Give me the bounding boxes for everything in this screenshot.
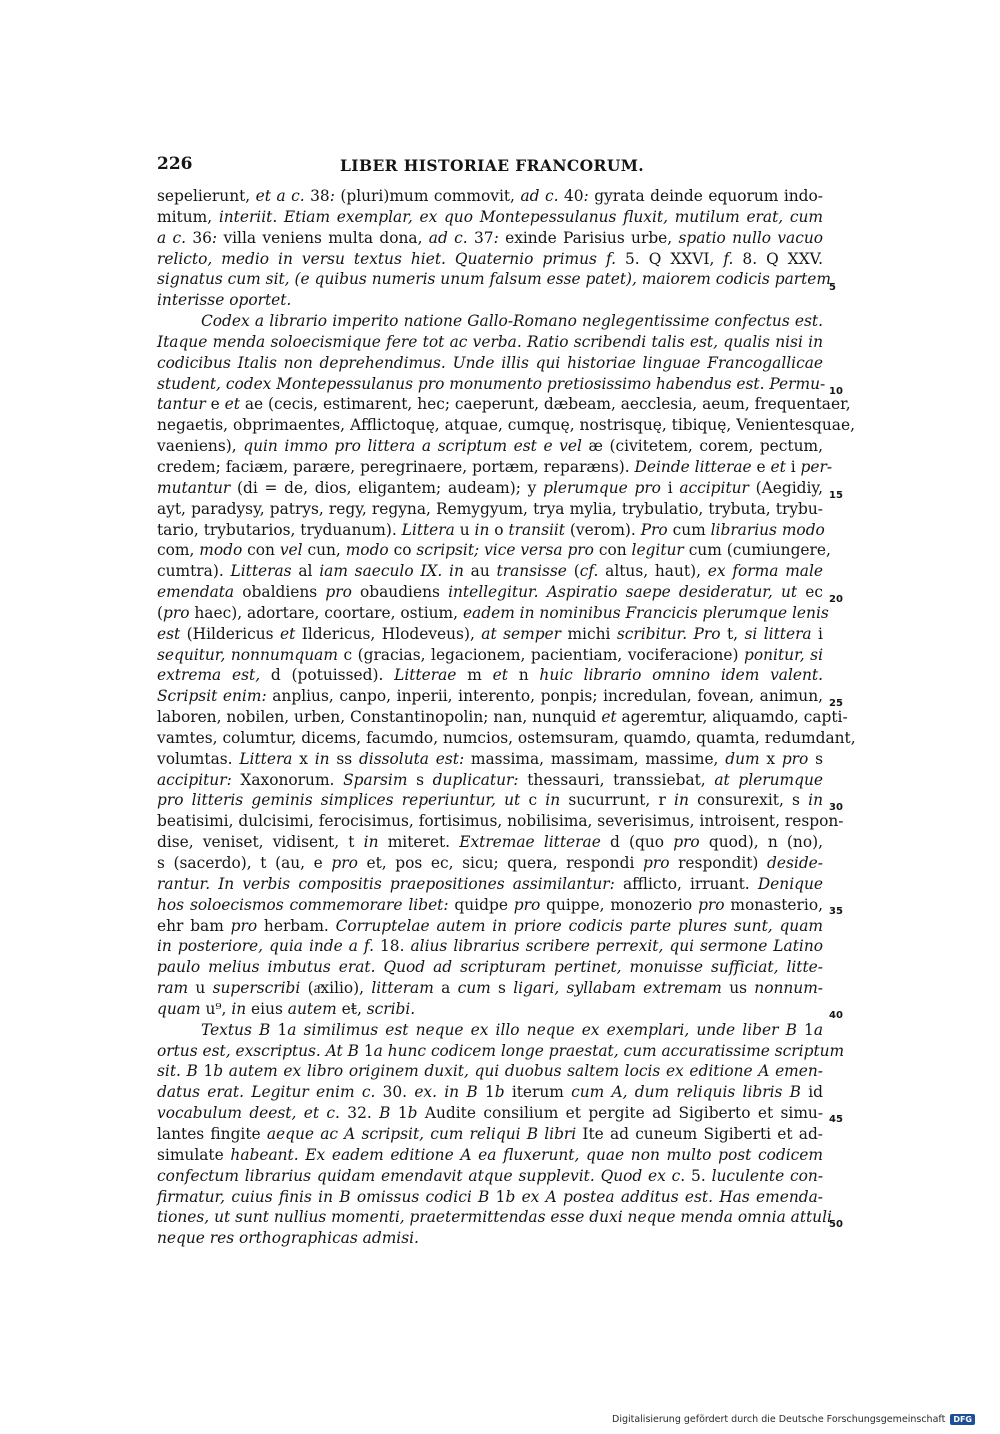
roman-text: i [667, 478, 680, 497]
text-line [157, 686, 823, 707]
italic-text: in [474, 520, 495, 539]
text-line [157, 436, 823, 457]
italic-text: sit. B [157, 1062, 204, 1081]
roman-text: u⁹, [205, 999, 232, 1018]
roman-text: s (sacerdo), t (au, e [157, 854, 332, 872]
footer [612, 1414, 975, 1425]
roman-text: villa veniens multa dona, [223, 228, 429, 247]
roman-text: æ (civitetem, corem, pectum, [588, 437, 823, 456]
text-line [157, 603, 829, 624]
roman-text: Xaxonorum. [240, 770, 344, 789]
italic-text: pro [331, 854, 367, 872]
roman-text: cum [672, 520, 711, 539]
roman-text: c (gracias, legacionem, pacientiam, vociferacione) [343, 645, 745, 664]
text-line [157, 1207, 832, 1228]
roman-text: d (potuissed). [270, 666, 395, 685]
text-line [157, 707, 848, 728]
italic-text: et [280, 624, 302, 643]
roman-text: co [393, 541, 417, 560]
roman-text: con [598, 541, 632, 560]
roman-text: 32. [347, 1104, 380, 1123]
italic-text: et [770, 457, 791, 476]
italic-text: Deinde litterae [634, 457, 757, 476]
italic-text: codicibus Italis non deprehendimus. Unde illis qui historiae linguae Francogallicae [157, 353, 823, 372]
italic-text: legitur [631, 541, 689, 560]
text-line [157, 228, 823, 249]
line-number: 45 [829, 1114, 843, 1125]
roman-text: exinde Parisius urbe, [505, 228, 679, 247]
italic-text: eadem in nominibus Francicis plerumque lenis [462, 603, 829, 622]
italic-text: sequitur, nonnumquam [157, 645, 344, 664]
roman-text: s [498, 979, 514, 998]
italic-text: Denique [757, 874, 823, 893]
italic-text: modo [199, 541, 248, 560]
roman-text: (Hildericus [186, 624, 281, 643]
italic-text: signatus cum sit, (e quibus numeris unum falsum esse patet), maiorem codicis partem [157, 270, 831, 289]
text-line [157, 415, 855, 436]
line-number: 50 [829, 1219, 843, 1230]
text-line [157, 874, 823, 895]
roman-text: (aͦxilio), [307, 979, 372, 998]
italic-text: deside- [767, 854, 823, 872]
italic-text: extrema est, [157, 666, 271, 685]
italic-text: firmatur, cuius finis in B omissus codici B [157, 1187, 496, 1206]
roman-text: lantes fingite [157, 1124, 267, 1143]
italic-text: Itaque menda soloecismique fere tot ac verba. Ratio scribendi talis est, qualis nisi in [157, 332, 823, 351]
roman-text: tario, trybutarios, tryduanum). [157, 520, 402, 539]
italic-text: mutantur [157, 478, 237, 497]
line-number: 25 [829, 698, 843, 709]
text-line [157, 1187, 823, 1208]
roman-text: 1 [495, 1187, 506, 1206]
roman-text: x [766, 749, 782, 768]
italic-text: ad c. [520, 187, 564, 205]
roman-text: ae (cecis, estimarent, hec; caeperunt, dæbeam, aecclesia, aeum, frequentaer, [244, 395, 851, 414]
italic-text: at plerumque [714, 770, 823, 789]
text-line [157, 957, 823, 978]
italic-text: spatio nullo vacuo [678, 228, 824, 247]
italic-text: si littera [744, 624, 819, 643]
text-line [157, 332, 823, 353]
roman-text: vaeniens), [157, 437, 244, 456]
text-line [157, 207, 823, 228]
italic-text: ligari, syllabam extremam [513, 979, 730, 998]
text-line [157, 1228, 823, 1249]
italic-text: et [492, 666, 519, 685]
roman-text: al [298, 562, 320, 581]
roman-text: monasterio, [730, 895, 823, 914]
italic-text: paulo melius imbutus erat. Quod ad scripturam pertinet, monuisse sufficiat, litte- [157, 958, 823, 977]
roman-text: haec), adortare, coortare, ostium, [194, 603, 463, 622]
roman-text: (di = de, dios, eligantem; audeam); y [236, 478, 544, 497]
italic-text: neque res orthographicas admisi. [157, 1229, 419, 1248]
line-number: 20 [829, 594, 843, 605]
roman-text: 8. Q XXV. [742, 249, 823, 268]
roman-text: herbam. [263, 916, 336, 935]
italic-text: transiit [508, 520, 570, 539]
roman-text: ( [573, 562, 580, 581]
roman-text: ageremtur, aliquamdo, capti- [621, 708, 848, 727]
italic-text: Litteras [230, 562, 299, 581]
italic-text: duplicatur: [432, 770, 528, 789]
italic-text: scripsit; vice versa pro [416, 541, 599, 560]
italic-text: cum [457, 979, 499, 998]
roman-text: us [729, 979, 755, 998]
italic-text: student, codex Montepessulanus pro monumento pretiosissimo habendus est. Permu- [157, 374, 826, 393]
italic-text: tantur [157, 395, 211, 414]
italic-text: tiones, ut sunt nullius momenti, praetermittendas esse duxi neque menda omnia attuli [157, 1208, 832, 1227]
roman-text: 1 [804, 1020, 814, 1039]
roman-text: consurexit, s [697, 791, 809, 810]
roman-text: con [247, 541, 280, 560]
text-line [157, 936, 823, 957]
italic-text: b ex A postea additus est. Has emenda- [505, 1187, 823, 1206]
italic-text: in [808, 791, 823, 810]
text-line [157, 269, 831, 290]
text-line [157, 1124, 823, 1145]
roman-text: credem; faciæm, parære, peregrinaere, portæm, reparæns). [157, 457, 635, 476]
italic-text: autem [287, 999, 342, 1018]
italic-text: nonnum- [754, 979, 824, 998]
text-line [157, 624, 823, 645]
italic-text: pro [325, 583, 360, 602]
roman-text: com, [157, 541, 200, 560]
roman-text: sucurrunt, r [568, 791, 675, 810]
text-line [157, 999, 823, 1020]
italic-text: f. [723, 249, 743, 268]
italic-text: : [583, 187, 595, 205]
text-line [157, 561, 823, 582]
text-line [157, 645, 823, 666]
italic-text: est [157, 624, 187, 643]
italic-text: aeque ac A scripsit, cum reliqui B libri [266, 1124, 583, 1143]
italic-text: scribitur. Pro [616, 624, 727, 643]
roman-text: 5. [691, 1166, 712, 1185]
roman-text: michi [567, 624, 617, 643]
italic-text: interiit. Etiam exemplar, ex quo Montepessulanus fluxit, mutilum erat, cum [218, 207, 823, 226]
text-line [157, 582, 823, 603]
italic-text: et [601, 708, 622, 727]
roman-text: 1 [397, 1104, 408, 1123]
italic-text: at semper [481, 624, 568, 643]
italic-text: b autem ex libro originem duxit, qui duobus saltem locis ex editione A emen- [213, 1062, 823, 1081]
italic-text: interisse oportet. [157, 291, 292, 310]
roman-text: m [467, 666, 493, 685]
italic-text: Extremae litterae [459, 833, 610, 852]
roman-text: u [459, 520, 475, 539]
text-line [157, 916, 823, 937]
roman-text: quod), n (no), [708, 833, 823, 852]
roman-text: a [441, 979, 458, 998]
roman-text: cum (cumiungere, [688, 541, 831, 560]
italic-text: scribi. [366, 999, 416, 1018]
text-line [157, 1103, 823, 1124]
text-line [157, 832, 823, 853]
italic-text: Textus B [201, 1020, 278, 1039]
italic-text: vocabulum deest, et c. [157, 1104, 348, 1123]
roman-text: quidpe [454, 895, 514, 914]
roman-text: 38 [310, 187, 330, 205]
roman-text: id [808, 1083, 823, 1102]
roman-text: 1 [363, 1041, 374, 1060]
roman-text: ehr bam [157, 916, 231, 935]
text-line [157, 1041, 845, 1062]
italic-text: Pro [640, 520, 673, 539]
roman-text: anplius, canpo, inperii, interento, ponpis; incredulan, fovean, animun, [272, 687, 823, 706]
roman-text: simulate [157, 1145, 231, 1164]
roman-text: au [470, 562, 497, 581]
roman-text: et, pos ec, sicu; quera, respondi [366, 854, 643, 872]
italic-text: et a c. [255, 187, 311, 205]
italic-text: plerumque pro [543, 478, 668, 497]
italic-text: B [379, 1104, 398, 1123]
roman-text: 5. Q XXVI, [625, 249, 724, 268]
italic-text: transisse [496, 562, 574, 581]
italic-text: pro [163, 603, 195, 622]
italic-text: ad c. [428, 228, 474, 247]
roman-text: dise, veniset, vidisent, t [157, 833, 364, 852]
italic-text: : [329, 187, 341, 205]
italic-text: Littera [239, 749, 300, 768]
roman-text: d (quo [609, 833, 674, 852]
italic-text: relicto, medio in versu textus hiet. Quaternio primus f. [157, 249, 625, 268]
roman-text: eius [251, 999, 288, 1018]
text-line [157, 311, 823, 332]
italic-text: in [674, 791, 698, 810]
line-number: 10 [829, 386, 843, 397]
italic-text: emendata [157, 583, 243, 602]
text-line [157, 978, 823, 999]
text-line [157, 811, 844, 832]
text-line [157, 249, 823, 270]
italic-text: per- [800, 457, 833, 476]
roman-text: x [299, 749, 315, 768]
text-line [157, 1020, 823, 1041]
italic-text: Corruptelae autem in priore codicis parte plures sunt, quam [335, 916, 823, 935]
roman-text: (Aegidiy, [755, 478, 823, 497]
roman-text: massima, massimam, massime, [470, 749, 726, 768]
roman-text: vamtes, columtur, dicems, facumdo, numcios, ostemsuram, quamdo, quamta, redumdant, [157, 728, 856, 747]
roman-text: altus, haut), [605, 562, 708, 581]
roman-text: iterum [511, 1083, 572, 1102]
roman-text: s [416, 770, 433, 789]
italic-text: luculente con- [711, 1166, 824, 1185]
italic-text: Codex a librario imperito natione Gallo-Romano neglegentissime confectus est. [201, 312, 823, 331]
roman-text: obaudiens [360, 583, 449, 602]
text-line [157, 520, 823, 541]
text-line [157, 1061, 823, 1082]
text-line [157, 353, 823, 374]
roman-text: (pluri)mum commovit, [340, 187, 521, 205]
italic-text: pro [698, 895, 731, 914]
italic-text: hos soloecismos commemorare libet: [157, 895, 455, 914]
text-line [157, 457, 833, 478]
roman-text: 30. [382, 1083, 415, 1102]
roman-text: cun, [307, 541, 346, 560]
roman-text: quippe, monozerio [546, 895, 699, 914]
line-number: 30 [829, 802, 843, 813]
italic-text: pro [781, 749, 816, 768]
italic-text: alius librarius scribere perrexit, qui sermone Latino [410, 937, 823, 956]
roman-text: ( [157, 603, 164, 622]
text-line [157, 1082, 823, 1103]
text-line [157, 853, 823, 874]
italic-text: in [231, 999, 252, 1018]
italic-text: ram [157, 979, 196, 998]
italic-text: ortus est, exscriptus. At B [157, 1041, 364, 1060]
italic-text: rantur. In verbis compositis praepositiones assimilantur: [157, 874, 623, 893]
italic-text: Scripsit enim: [157, 687, 273, 706]
page-number: 226 [157, 154, 193, 174]
italic-text: a hunc codicem longe praestat, cum accuratissime scriptum [373, 1041, 845, 1060]
text-line [157, 790, 823, 811]
italic-text: pro [673, 833, 709, 852]
line-number: 35 [829, 906, 843, 917]
roman-text: Ite ad cuneum Sigiberti et ad- [582, 1124, 824, 1143]
italic-text: vel [279, 541, 308, 560]
italic-text: habeant. Ex eadem editione A ea fluxerunt, quae non multo post codicem [230, 1145, 823, 1164]
italic-text: pro litteris geminis simplices reperiuntur, ut [157, 791, 529, 810]
italic-text: : [493, 228, 506, 247]
italic-text: ex. in B [414, 1083, 485, 1102]
roman-text: mitum, [157, 207, 219, 226]
italic-text: confectum librarius quidam emendavit atque supplevit. Quod ex c. [157, 1166, 692, 1185]
roman-text: eŧ, [341, 999, 367, 1018]
text-line [157, 478, 823, 499]
italic-text: quam [157, 999, 206, 1018]
text-line [157, 374, 826, 395]
italic-text: in [545, 791, 569, 810]
roman-text: afflicto, irruant. [622, 874, 758, 893]
roman-text: e [210, 395, 225, 414]
italic-text: iam saeculo IX. in [319, 562, 471, 581]
text-line [157, 499, 823, 520]
roman-text: 1 [277, 1020, 288, 1039]
italic-text: dum [725, 749, 767, 768]
roman-text: 18. [379, 937, 411, 956]
italic-text: pro [513, 895, 547, 914]
italic-text: datus erat. Legitur enim c. [157, 1083, 383, 1102]
line-number: 40 [829, 1010, 843, 1021]
text-line [157, 895, 823, 916]
italic-text: : [211, 228, 224, 247]
italic-text: pro [230, 916, 264, 935]
roman-text: obaldiens [242, 583, 326, 602]
italic-text: b [407, 1104, 425, 1123]
italic-text: huic librario omnino idem valent. [539, 666, 823, 685]
roman-text: beatisimi, dulcisimi, ferocisimus, fortisimus, nobilisima, severisimus, introisent, respon- [157, 812, 844, 831]
roman-text: 37 [473, 228, 494, 247]
roman-text: thessauri, transsiebat, [527, 770, 715, 789]
roman-text: cumtra). [157, 562, 231, 581]
roman-text: laboren, nobilen, urben, Constantinopolin; nan, nunquid [157, 708, 602, 727]
text-line [157, 1166, 823, 1187]
italic-text: in [363, 833, 388, 852]
roman-text: gyrata deinde equorum indo- [594, 187, 823, 205]
text-line [157, 1145, 823, 1166]
italic-text: a c. [157, 228, 193, 247]
line-number: 5 [829, 282, 836, 293]
roman-text: e [756, 457, 771, 476]
text-line [157, 665, 823, 686]
italic-text: superscribi [212, 979, 308, 998]
italic-text: et [224, 395, 245, 414]
italic-text: in [314, 749, 337, 768]
roman-text: ec [805, 583, 823, 602]
roman-text: s [815, 749, 823, 768]
roman-text: o [494, 520, 509, 539]
running-title: LIBER HISTORIAE FRANCORUM. [340, 156, 645, 175]
text-line [157, 749, 823, 770]
roman-text: Audite consilium et pergite ad Sigiberto et simu- [424, 1104, 824, 1123]
italic-text: accipitur: [157, 770, 241, 789]
text-line [157, 290, 823, 311]
italic-text: modo [345, 541, 394, 560]
text-line [157, 728, 856, 749]
italic-text: a similimus est neque ex illo neque ex exemplari, unde liber B [287, 1020, 805, 1039]
italic-text: pro [642, 854, 679, 872]
roman-text: (verom). [569, 520, 641, 539]
roman-text: u [195, 979, 213, 998]
roman-text: ayt, paradysy, patrys, regy, regyna, Remygyum, trya mylia, trybulatio, trybuta, trybu- [157, 499, 823, 518]
italic-text: ponitur, si [744, 645, 823, 664]
roman-text: respondit) [678, 854, 768, 872]
roman-text: c [528, 791, 546, 810]
roman-text: negaetis, obprimaentes, Afflictoquę, atquae, cumquę, nostrisquę, tibiquę, Venientesquae, [157, 416, 855, 435]
italic-text: librarius modo [710, 520, 825, 539]
roman-text: ss [336, 749, 359, 768]
italic-text: a [813, 1020, 823, 1039]
roman-text: sepelierunt, [157, 187, 256, 205]
roman-text: 1 [203, 1062, 214, 1081]
italic-text: Sparsim [343, 770, 417, 789]
text-line [157, 770, 823, 791]
italic-text: b [494, 1083, 512, 1102]
italic-text: cum A, dum reliquis libris B [571, 1083, 809, 1102]
line-number: 15 [829, 490, 843, 501]
roman-text: volumtas. [157, 749, 240, 768]
text-line [157, 540, 831, 561]
italic-text: ex forma male [707, 562, 823, 581]
roman-text: 40 [563, 187, 584, 205]
roman-text: Ildericus, Hlodeveus), [301, 624, 482, 643]
roman-text: n [518, 666, 540, 685]
roman-text: 36 [192, 228, 212, 247]
roman-text: 1 [484, 1083, 495, 1102]
roman-text: t, [726, 624, 745, 643]
roman-text: i [818, 624, 823, 643]
text-line [157, 186, 823, 207]
text-line [157, 394, 851, 415]
italic-text: Litterae [394, 666, 468, 685]
italic-text: dissoluta est: [358, 749, 471, 768]
italic-text: intellegitur. Aspiratio saepe desideratur, ut [448, 583, 806, 602]
italic-text: cf. [579, 562, 606, 581]
italic-text: Littera [401, 520, 460, 539]
italic-text: in posteriore, quia inde a f. [157, 937, 380, 956]
footer-credit: Digitalisierung gefördert durch die Deutsche Forschungsgemeinschaft [612, 1414, 946, 1425]
roman-text: miteret. [387, 833, 460, 852]
roman-text: i [790, 457, 801, 476]
dfg-logo-icon: DFG [950, 1414, 975, 1425]
italic-text: quin immo pro littera a scriptum est e vel [243, 437, 589, 456]
italic-text: litteram [371, 979, 442, 998]
italic-text: accipitur [679, 478, 756, 497]
